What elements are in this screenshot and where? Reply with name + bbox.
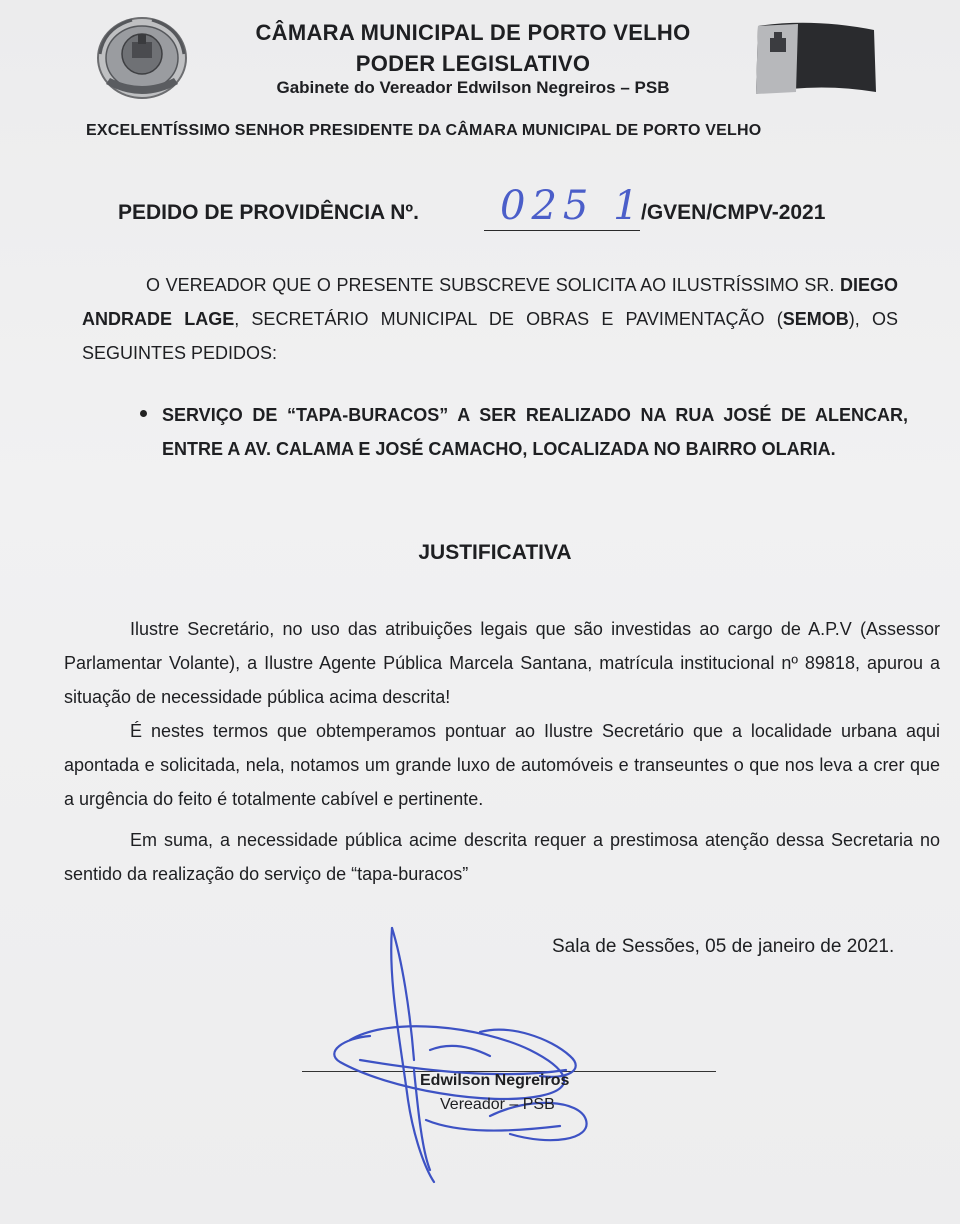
justification-paragraph-1: Ilustre Secretário, no uso das atribuições legais que são investidas ao cargo de A.P.V (Assessor Parlamentar Volante), a Ilustre Agente Pública Marcela Santana, matrícula institucional nº 89818, apurou a situação de necessidade pública acima descrita! <box>64 619 940 707</box>
pedido-number-underline <box>484 230 640 231</box>
request-list-item <box>140 398 908 466</box>
request-item-text: SERVIÇO DE “TAPA-BURACOS” A SER REALIZADO NA RUA JOSÉ DE ALENCAR, ENTRE A AV. CALAMA E JOSÉ CAMACHO, LOCALIZADA NO BAIRRO OLARIA. <box>162 405 908 459</box>
justification-paragraph-2: É nestes termos que obtemperamos pontuar ao Ilustre Secretário que a localidade urbana aqui apontada e solicitada, nela, notamos um grande luxo de automóveis e transeuntes o que nos leva a crer que a urgência do feito é totalmente cabível e pertinente. <box>64 721 940 809</box>
addressee-line: EXCELENTÍSSIMO SENHOR PRESIDENTE DA CÂMARA MUNICIPAL DE PORTO VELHO <box>86 122 762 139</box>
intro-text-1: O VEREADOR QUE O PRESENTE SUBSCREVE SOLICITA AO ILUSTRÍSSIMO SR. <box>146 275 840 295</box>
pedido-suffix: /GVEN/CMPV-2021 <box>641 201 826 224</box>
header-chamber-name: CÂMARA MUNICIPAL DE PORTO VELHO <box>255 20 691 45</box>
justification-title: JUSTIFICATIVA <box>418 541 572 564</box>
municipal-flag-icon <box>752 20 880 100</box>
municipal-crest-icon <box>92 14 192 100</box>
secretary-name: DIEGO ANDRADE LAGE <box>82 275 898 329</box>
header-legislative-power: PODER LEGISLATIVO <box>355 51 591 76</box>
handwritten-signature-icon <box>330 920 630 1190</box>
intro-text-3: ), OS SEGUINTES PEDIDOS: <box>82 309 898 363</box>
intro-paragraph <box>82 268 898 370</box>
organization-acronym: SEMOB <box>782 309 849 329</box>
signer-role: Vereador – PSB <box>440 1096 555 1113</box>
bullet-icon <box>140 410 147 417</box>
pedido-label: PEDIDO DE PROVIDÊNCIA Nº. <box>118 201 419 224</box>
intro-text-2: , SECRETÁRIO MUNICIPAL DE OBRAS E PAVIMENTAÇÃO ( <box>234 309 783 329</box>
header-cabinet: Gabinete do Vereador Edwilson Negreiros – PSB <box>276 78 670 97</box>
pedido-handwritten-number: 025 1 <box>500 183 645 229</box>
signer-name: Edwilson Negreiros <box>420 1072 570 1089</box>
date-line: Sala de Sessões, 05 de janeiro de 2021. <box>552 936 895 957</box>
justification-paragraph-3: Em suma, a necessidade pública acime descrita requer a prestimosa atenção dessa Secretaria no sentido da realização do serviço de “tapa-buracos” <box>64 830 940 884</box>
